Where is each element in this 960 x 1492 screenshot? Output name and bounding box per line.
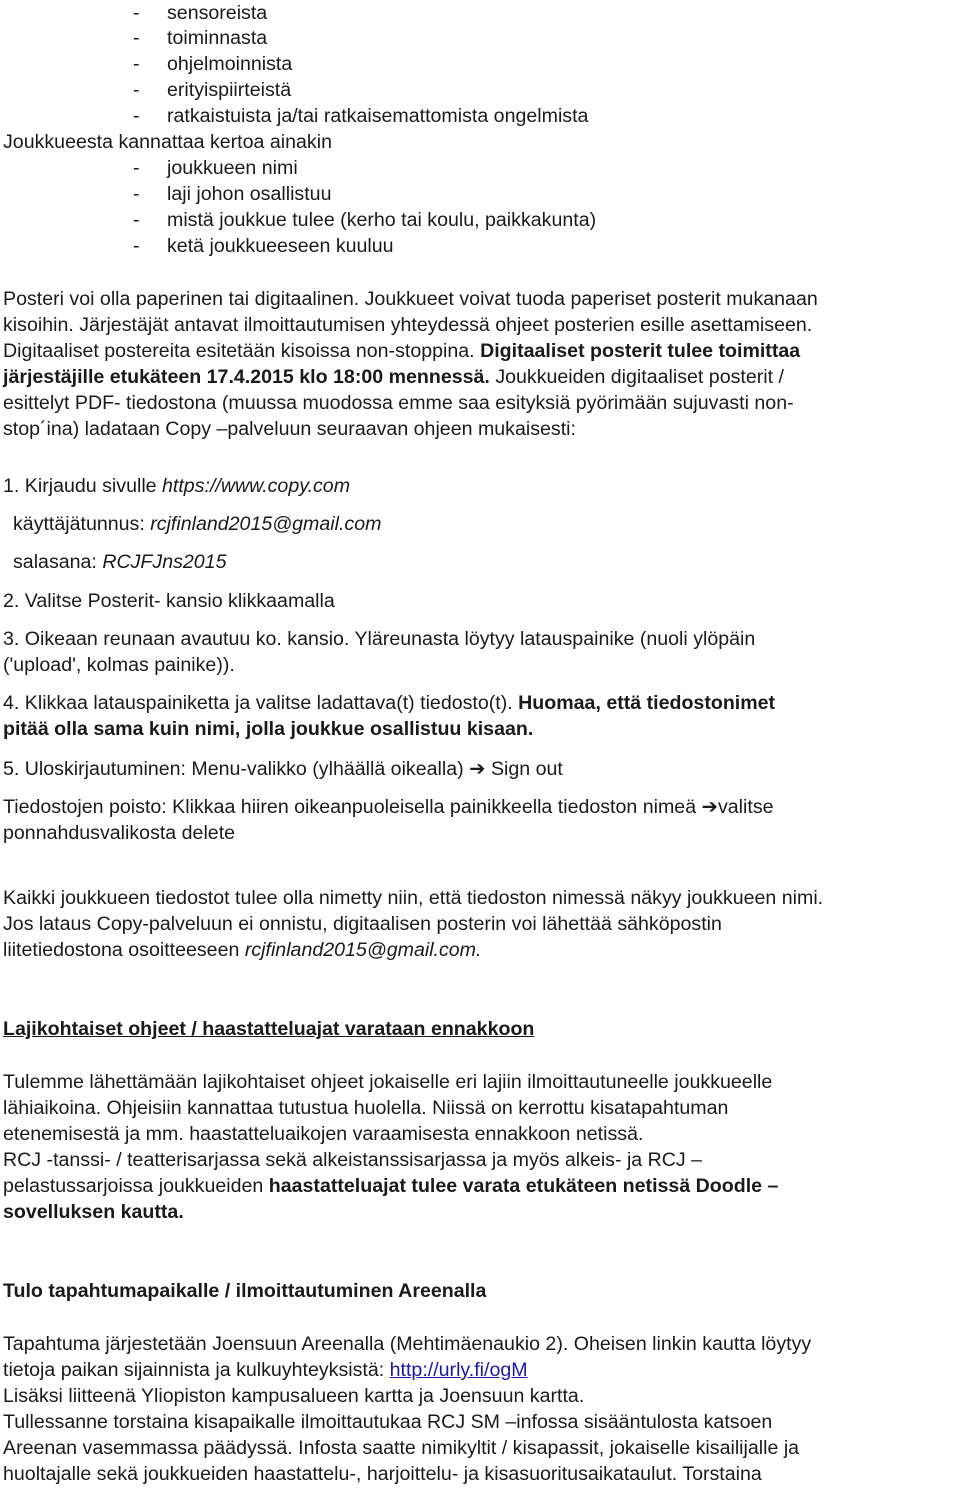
list-item: - ketä joukkueeseen kuuluu: [133, 235, 394, 257]
step-5: 5. Uloskirjautuminen: Menu-valikko (ylhäällä oikealla) ➔ Sign out: [3, 758, 563, 780]
map-link[interactable]: http://urly.fi/ogM: [389, 1359, 528, 1381]
arrow-right-icon: ➔: [701, 796, 718, 818]
section2-line: tietoja paikan sijainnista ja kulkuyhteyksistä: http://urly.fi/ogM: [3, 1359, 528, 1381]
arrow-right-icon: ➔: [469, 758, 486, 780]
step-4-cont: pitää olla sama kuin nimi, jolla joukkue osallistuu kisaan.: [3, 718, 534, 740]
list-item: - laji johon osallistuu: [133, 183, 332, 205]
list-item: - toiminnasta: [133, 27, 268, 49]
section1-line: RCJ -tanssi- / teatterisarjassa sekä alkeistanssisarjassa ja myös alkeis- ja RCJ –: [3, 1149, 703, 1171]
section1-line: pelastussarjoissa joukkueiden haastatteluajat tulee varata etukäteen netissä Doodle –: [3, 1175, 779, 1197]
files-text-line: Kaikki joukkueen tiedostot tulee olla nimetty niin, että tiedoston nimessä näkyy joukkueen nimi.: [3, 887, 824, 909]
section2-line: huoltajalle sekä joukkueiden haastattelu-, harjoittelu- ja kisasuoritusaikataulut. Torstaina: [3, 1463, 762, 1485]
section1-line: etenemisestä ja mm. haastatteluaikojen varaamisesta ennakkoon netissä.: [3, 1123, 644, 1145]
list-item: - erityispiirteistä: [133, 79, 292, 101]
step-3-cont: ('upload', kolmas painike)).: [3, 654, 235, 676]
section1-line: sovelluksen kautta.: [3, 1201, 184, 1223]
section-heading: Lajikohtaiset ohjeet / haastatteluajat varataan ennakkoon: [3, 1018, 535, 1040]
team-intro: Joukkueesta kannattaa kertoa ainakin: [3, 131, 332, 153]
poster-text-line: Digitaaliset postereita esitetään kisoissa non-stoppina. Digitaaliset posterit tulee toimittaa: [3, 340, 801, 362]
poster-text-line: stop´ina) ladataan Copy –palveluun seuraavan ohjeen mukaisesti:: [3, 418, 576, 440]
section-heading: Tulo tapahtumapaikalle / ilmoittautuminen Areenalla: [3, 1280, 487, 1302]
delete-line-cont: ponnahdusvalikosta delete: [3, 822, 236, 844]
list-item: - mistä joukkue tulee (kerho tai koulu, paikkakunta): [133, 209, 597, 231]
poster-text-line: esittelyt PDF- tiedostona (muussa muodossa emme saa esityksiä pyörimään sujuvasti non-: [3, 392, 794, 414]
section2-line: Lisäksi liitteenä Yliopiston kampusalueen kartta ja Joensuun kartta.: [3, 1385, 585, 1407]
poster-text-line: kisoihin. Järjestäjät antavat ilmoittautumisen yhteydessä ohjeet posterien esille asettamiseen.: [3, 314, 813, 336]
delete-line: Tiedostojen poisto: Klikkaa hiiren oikeanpuoleisella painikkeella tiedoston nimeä ➔valitse: [3, 796, 774, 818]
step-3: 3. Oikeaan reunaan avautuu ko. kansio. Yläreunasta löytyy latauspainike (nuoli ylöpäin: [3, 628, 756, 650]
step-1: 1. Kirjaudu sivulle https://www.copy.com: [3, 475, 351, 497]
section2-line: Tullessanne torstaina kisapaikalle ilmoittautukaa RCJ SM –infossa sisääntulosta katsoen: [3, 1411, 773, 1433]
list-item: - joukkueen nimi: [133, 157, 298, 179]
section1-line: Tulemme lähettämään lajikohtaiset ohjeet jokaiselle eri lajiin ilmoittautuneelle joukkueelle: [3, 1071, 773, 1093]
username-line: käyttäjätunnus: rcjfinland2015@gmail.com: [13, 513, 382, 535]
poster-text-line: järjestäjille etukäteen 17.4.2015 klo 18:00 mennessä. Joukkueiden digitaaliset posterit /: [3, 366, 784, 388]
copy-url[interactable]: https://www.copy.com: [162, 475, 351, 497]
section2-line: Areenan vasemmassa päädyssä. Infosta saatte nimikyltit / kisapassit, jokaiselle kisailijalle ja: [3, 1437, 800, 1459]
poster-text-line: Posteri voi olla paperinen tai digitaalinen. Joukkueet voivat tuoda paperiset posterit mukanaan: [3, 288, 818, 310]
section2-line: Tapahtuma järjestetään Joensuun Areenalla (Mehtimäenaukio 2). Oheisen linkin kautta löytyy: [3, 1333, 812, 1355]
list-item: - sensoreista: [133, 2, 268, 24]
files-text-line: liitetiedostona osoitteeseen rcjfinland2015@gmail.com.: [3, 939, 482, 961]
step-4: 4. Klikkaa latauspainiketta ja valitse ladattava(t) tiedosto(t). Huomaa, että tiedostonimet: [3, 692, 776, 714]
section1-line: lähiaikoina. Ohjeisiin kannattaa tutustua huolella. Niissä on kerrottu kisatapahtuman: [3, 1097, 729, 1119]
password-line: salasana: RCJFJns2015: [13, 551, 227, 573]
list-item: - ohjelmoinnista: [133, 53, 293, 75]
step-2: 2. Valitse Posterit- kansio klikkaamalla: [3, 590, 335, 612]
email-link[interactable]: rcjfinland2015@gmail.com.: [244, 939, 482, 961]
files-text-line: Jos lataus Copy-palveluun ei onnistu, digitaalisen posterin voi lähettää sähköpostin: [3, 913, 722, 935]
list-item: - ratkaistuista ja/tai ratkaisemattomista ongelmista: [133, 105, 589, 127]
